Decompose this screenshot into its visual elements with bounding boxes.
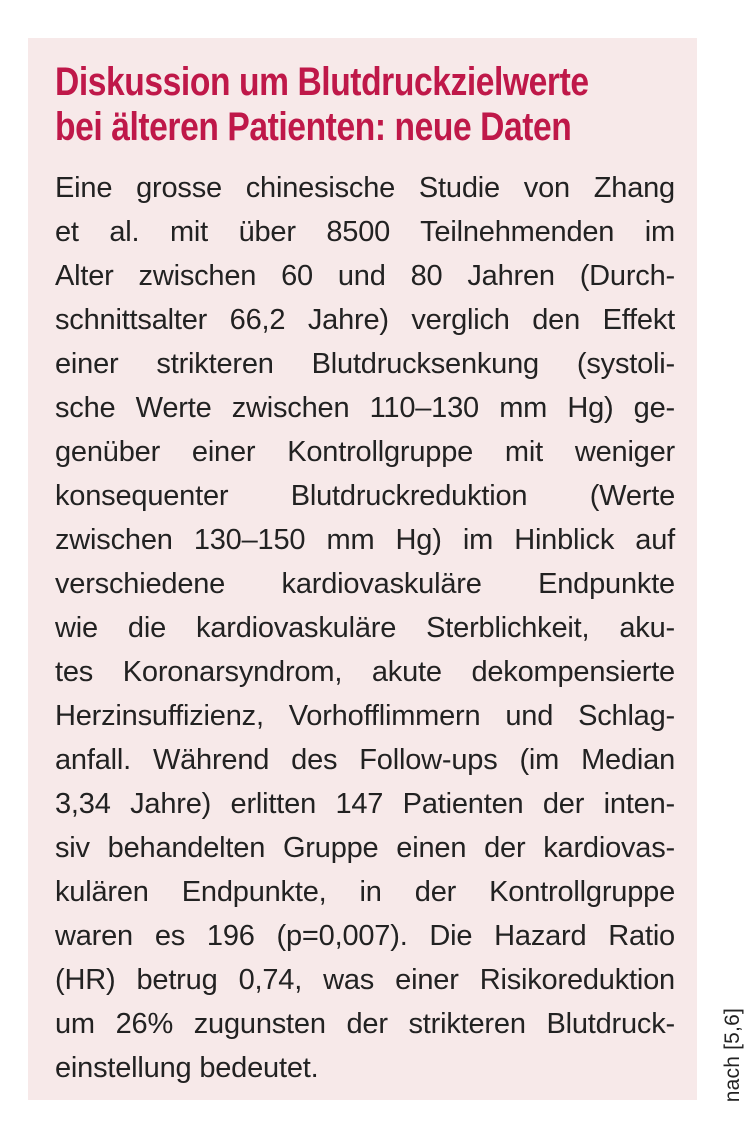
body-text-line: verschiedene kardiovaskuläre Endpunkte <box>55 568 675 600</box>
body-text-line: et al. mit über 8500 Teilnehmenden im <box>55 216 675 248</box>
body-text-line: Herzinsuffizienz, Vorhofflimmern und Schlag- <box>55 700 675 732</box>
body-text-line: tes Koronarsyndrom, akute dekompensierte <box>55 656 675 688</box>
infobox-title-line-2: bei älteren Patienten: neue Daten <box>55 105 572 149</box>
body-text-line: konsequenter Blutdruckreduktion (Werte <box>55 480 675 512</box>
body-text-line: einstellung bedeutet. <box>55 1052 319 1084</box>
source-reference-text: nach [5,6] <box>721 1007 744 1102</box>
body-text-line: siv behandelten Gruppe einen der kardiovas- <box>55 832 675 864</box>
body-text-line: wie die kardiovaskuläre Sterblichkeit, aku- <box>55 612 675 644</box>
body-text-line: zwischen 130–150 mm Hg) im Hinblick auf <box>55 524 675 556</box>
body-text-line: einer strikteren Blutdrucksenkung (systoli- <box>55 348 675 380</box>
body-text-line: 3,34 Jahre) erlitten 147 Patienten der inten- <box>55 788 675 820</box>
infobox-title-line-1: Diskussion um Blutdruckzielwerte <box>55 60 589 104</box>
infobox-title <box>55 60 675 150</box>
body-text-line: anfall. Während des Follow-ups (im Median <box>55 744 675 776</box>
body-text-line: um 26% zugunsten der strikteren Blutdruck- <box>55 1008 675 1040</box>
body-text-line: sche Werte zwischen 110–130 mm Hg) ge- <box>55 392 675 424</box>
body-text-line: schnittsalter 66,2 Jahre) verglich den Effekt <box>55 304 675 336</box>
body-text-line: genüber einer Kontrollgruppe mit weniger <box>55 436 675 468</box>
infobox <box>28 38 697 1100</box>
body-text-line: (HR) betrug 0,74, was einer Risikoreduktion <box>55 964 675 996</box>
source-reference-note <box>718 990 748 1102</box>
body-text-line: waren es 196 (p=0,007). Die Hazard Ratio <box>55 920 675 952</box>
body-text-line: kulären Endpunkte, in der Kontrollgruppe <box>55 876 675 908</box>
body-text-line: Alter zwischen 60 und 80 Jahren (Durch- <box>55 260 675 292</box>
body-text-line: Eine grosse chinesische Studie von Zhang <box>55 172 675 204</box>
infobox-body-paragraph <box>55 166 675 1090</box>
